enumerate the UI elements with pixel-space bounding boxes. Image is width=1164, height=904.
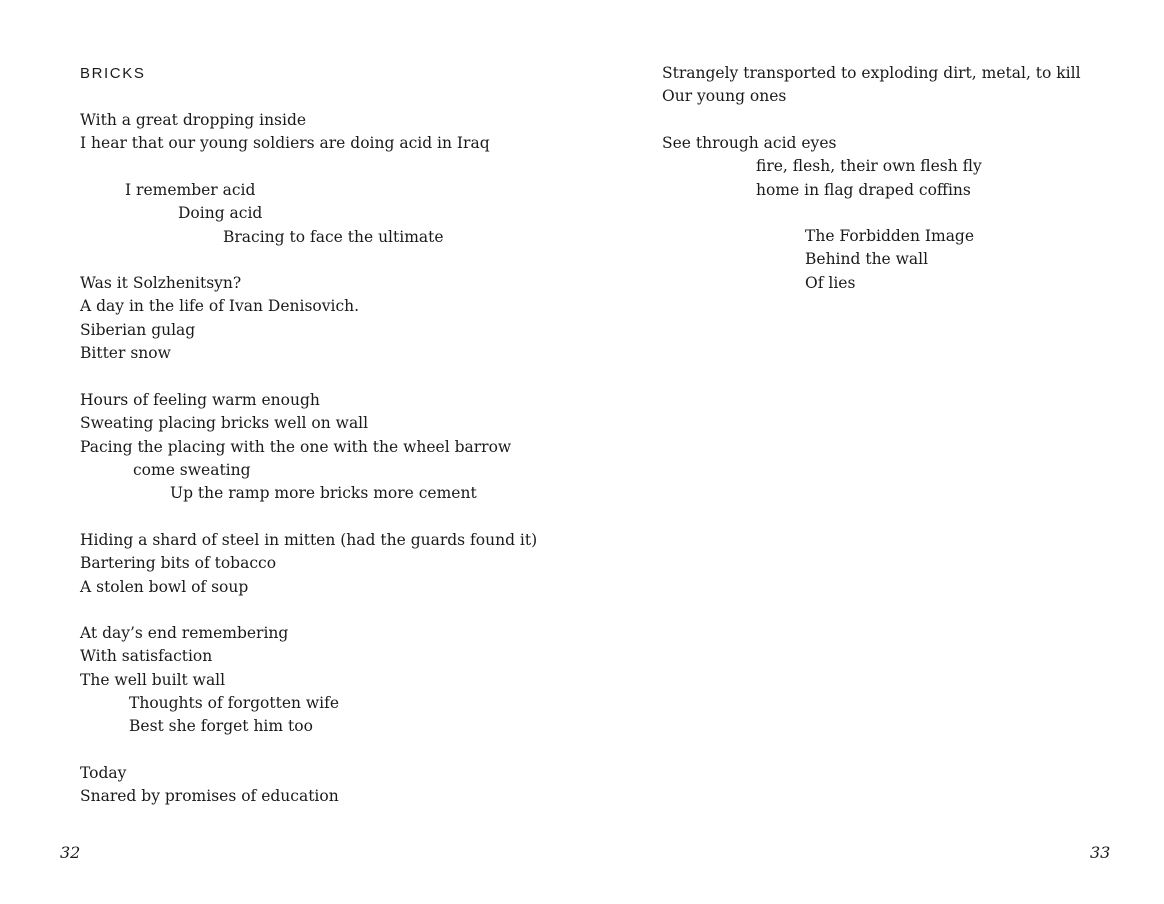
stanza-7 <box>80 762 339 809</box>
page-number-left: 32 <box>60 843 81 862</box>
poem-line: I remember acid <box>125 181 256 199</box>
stanza-5 <box>80 529 537 599</box>
poem-line: A stolen bowl of soup <box>80 577 249 596</box>
poem-line: fire, flesh, their own flesh fly <box>756 157 982 176</box>
poem-line: Siberian gulag <box>80 320 196 339</box>
poem-line: Of lies <box>805 273 856 292</box>
poem-line: The well built wall <box>80 670 226 689</box>
poem-line: Bartering bits of tobacco <box>80 554 277 573</box>
stanza-1 <box>80 109 490 156</box>
poem-title: BRICKS <box>80 65 146 82</box>
poem-line: Bracing to face the ultimate <box>223 227 444 246</box>
poem-line: Today <box>80 764 127 782</box>
stanza-6 <box>80 622 339 738</box>
poem-line: Pacing the placing with the one with the wheel barrow <box>80 437 512 456</box>
poem-line: Strangely transported to exploding dirt, metal, to kill <box>662 64 1081 82</box>
stanza-4 <box>80 389 511 505</box>
poem-line: With satisfaction <box>80 647 213 666</box>
poem-line: Thoughts of forgotten wife <box>129 693 340 712</box>
poem-line: With a great dropping inside <box>80 111 307 129</box>
poem-line: Hiding a shard of steel in mitten (had the guards found it) <box>80 531 538 549</box>
poem-line: At day’s end remembering <box>80 624 289 642</box>
stanza-3 <box>80 272 359 365</box>
poem-line: Snared by promises of education <box>80 787 339 806</box>
poem-line: Doing acid <box>178 204 263 223</box>
poem-line: I hear that our young soldiers are doing acid in Iraq <box>80 134 490 153</box>
poem-line: Bitter snow <box>80 343 171 362</box>
stanza-10 <box>662 225 974 295</box>
poem-line: Sweating placing bricks well on wall <box>80 414 369 433</box>
poem-line: Behind the wall <box>805 250 929 269</box>
poem-line: Our young ones <box>662 87 787 106</box>
poem-line: Best she forget him too <box>129 717 313 736</box>
poem-line: The Forbidden Image <box>805 227 975 245</box>
right-page <box>582 0 1164 904</box>
poem-line: home in flag draped coffins <box>756 180 971 199</box>
poem-line: come sweating <box>133 460 251 479</box>
poem-line: Was it Solzhenitsyn? <box>80 274 242 292</box>
stanza-9 <box>662 132 982 202</box>
poem-line: A day in the life of Ivan Denisovich. <box>80 297 360 316</box>
poem-line: Up the ramp more bricks more cement <box>170 484 477 503</box>
page-number-right: 33 <box>1090 843 1111 862</box>
poem-line: Hours of feeling warm enough <box>80 391 320 409</box>
stanza-8 <box>662 62 1081 109</box>
stanza-2 <box>80 179 444 249</box>
poem-line: See through acid eyes <box>662 134 837 152</box>
